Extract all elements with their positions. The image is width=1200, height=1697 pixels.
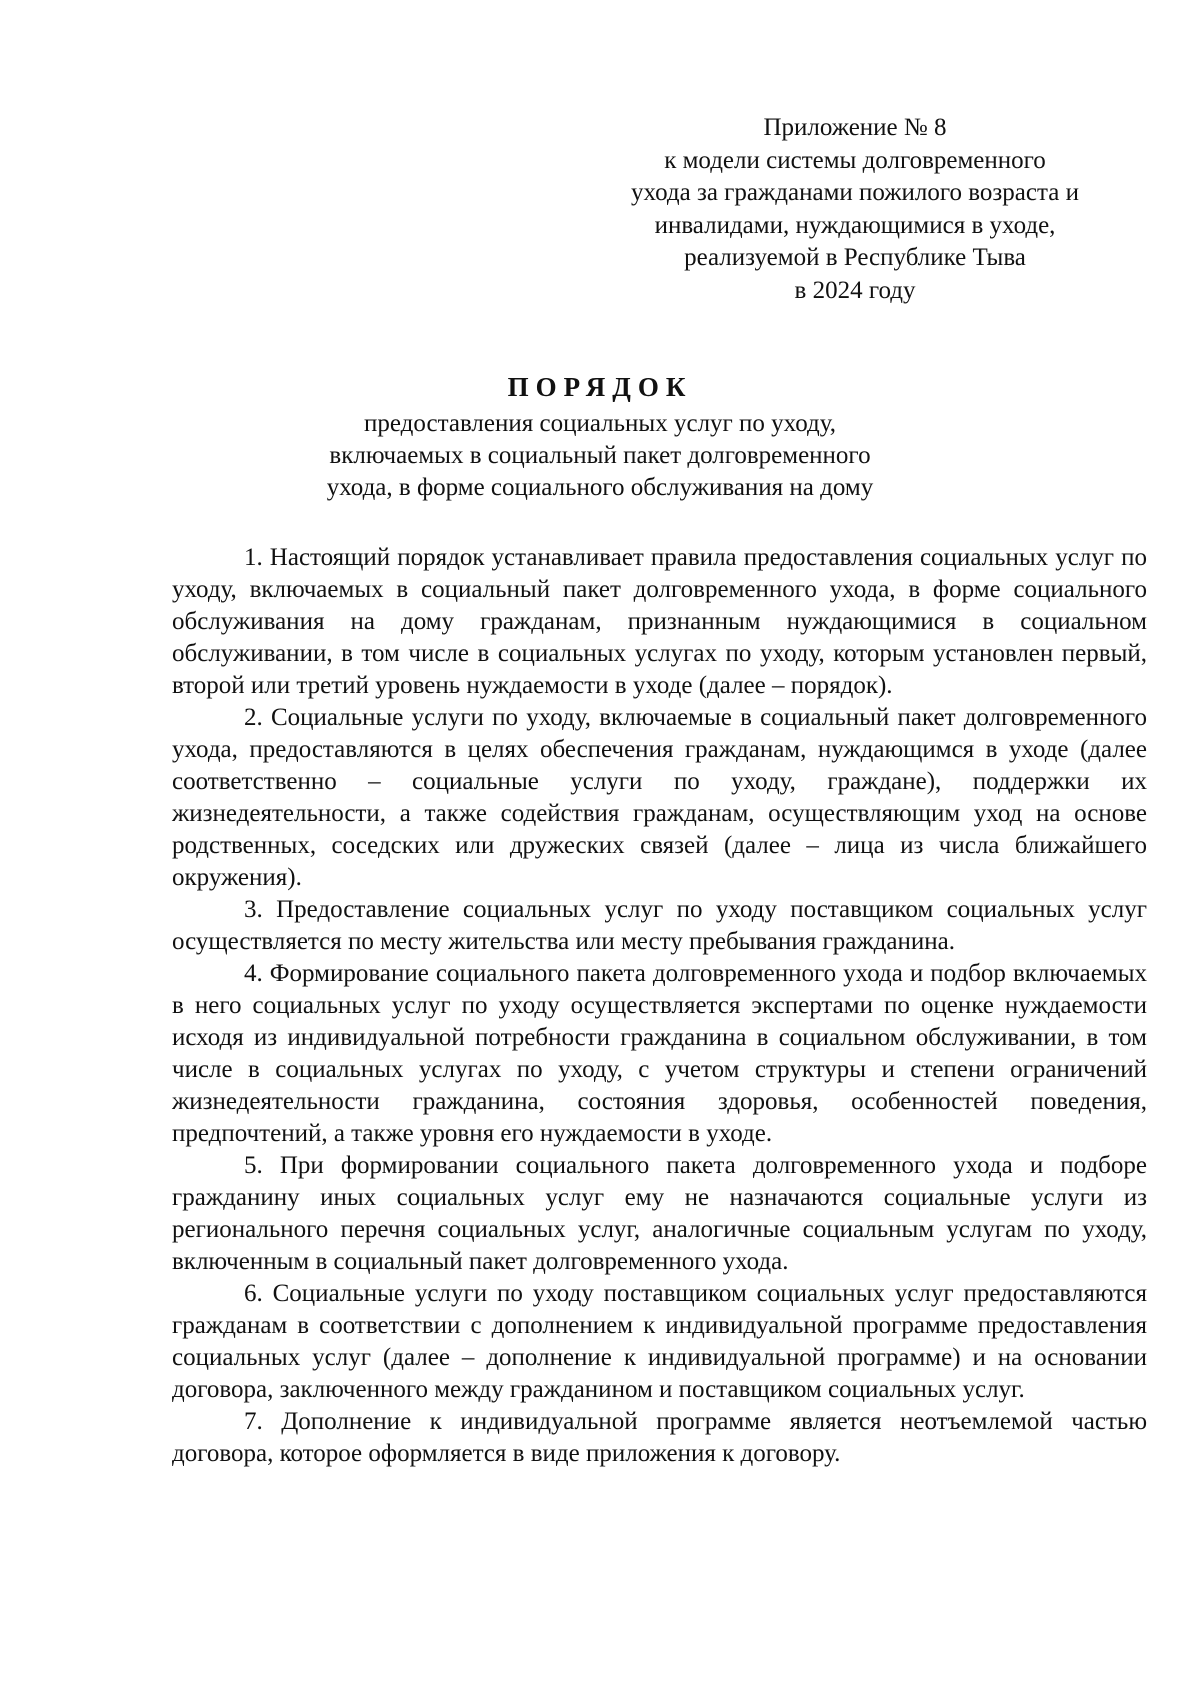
appendix-header-line: инвалидами, нуждающимися в уходе, (654, 211, 1056, 239)
appendix-header-line: ухода за гражданами пожилого возраста и (631, 179, 1079, 206)
paragraph-7: 7. Дополнение к индивидуальной программе является неотъемлемой частью договора, которое оформляется в виде приложения к договору. (172, 1408, 1147, 1467)
paragraph-6: 6. Социальные услуги по уходу поставщиком социальных услуг предоставляются гражданам в соответствии с дополнением к индивидуальной программе предоставления социальных услуг (далее – дополнение к индивидуальной программе) и на основании договора, заключенного между гражданином и поставщиком социальных услуг. (172, 1280, 1147, 1403)
paragraph-1: 1. Настоящий порядок устанавливает правила предоставления социальных услуг по уходу, включаемых в социальный пакет долговременного ухода, в форме социального обслуживания на дому гражданам, признанным нуждающимися в социальном обслуживании, в том числе в социальных услугах по уходу, которым установлен первый, второй или третий уровень нуждаемости в уходе (далее – порядок). (172, 544, 1147, 699)
appendix-header-line: Приложение № 8 (763, 114, 947, 141)
paragraph-4: 4. Формирование социального пакета долговременного ухода и подбор включаемых в него социальных услуг по уходу осуществляется экспертами по оценке нуждаемости исходя из индивидуальной потребности гражданина в социальном обслуживании, в том числе в социальных услугах по уходу, с учетом структуры и степени ограничений жизнедеятельности гражданина, состояния здоровья, особенностей поведения, предпочтений, а также уровня его нуждаемости в уходе. (172, 960, 1147, 1147)
appendix-header-line: реализуемой в Республике Тыва (684, 244, 1026, 271)
document-subtitle-line: включаемых в социальный пакет долговременного (329, 442, 871, 469)
appendix-header (620, 112, 1090, 307)
appendix-header-line: к модели системы долговременного (664, 146, 1046, 174)
document-title: ПОРЯДОК (507, 372, 693, 402)
document-subtitle (0, 408, 1200, 504)
appendix-header-line: в 2024 году (794, 276, 916, 304)
document-body (172, 542, 1147, 1470)
paragraph-2: 2. Социальные услуги по уходу, включаемые в социальный пакет долговременного ухода, предоставляются в целях обеспечения гражданам, нуждающимся в уходе (далее соответственно – социальные услуги по уходу, граждане), поддержки их жизнедеятельности, а также содействия гражданам, осуществляющим уход на основе родственных, соседских или дружеских связей (далее – лица из числа ближайшего окружения). (172, 704, 1147, 891)
paragraph-5: 5. При формировании социального пакета долговременного ухода и подборе гражданину иных социальных услуг ему не назначаются социальные услуги из регионального перечня социальных услуг, аналогичные социальным услугам по уходу, включенным в социальный пакет долговременного ухода. (172, 1152, 1147, 1275)
document-subtitle-line: предоставления социальных услуг по уходу, (364, 410, 836, 437)
paragraph-3: 3. Предоставление социальных услуг по уходу поставщиком социальных услуг осуществляется по месту жительства или месту пребывания гражданина. (172, 896, 1147, 955)
document-subtitle-line: ухода, в форме социального обслуживания на дому (326, 474, 874, 501)
